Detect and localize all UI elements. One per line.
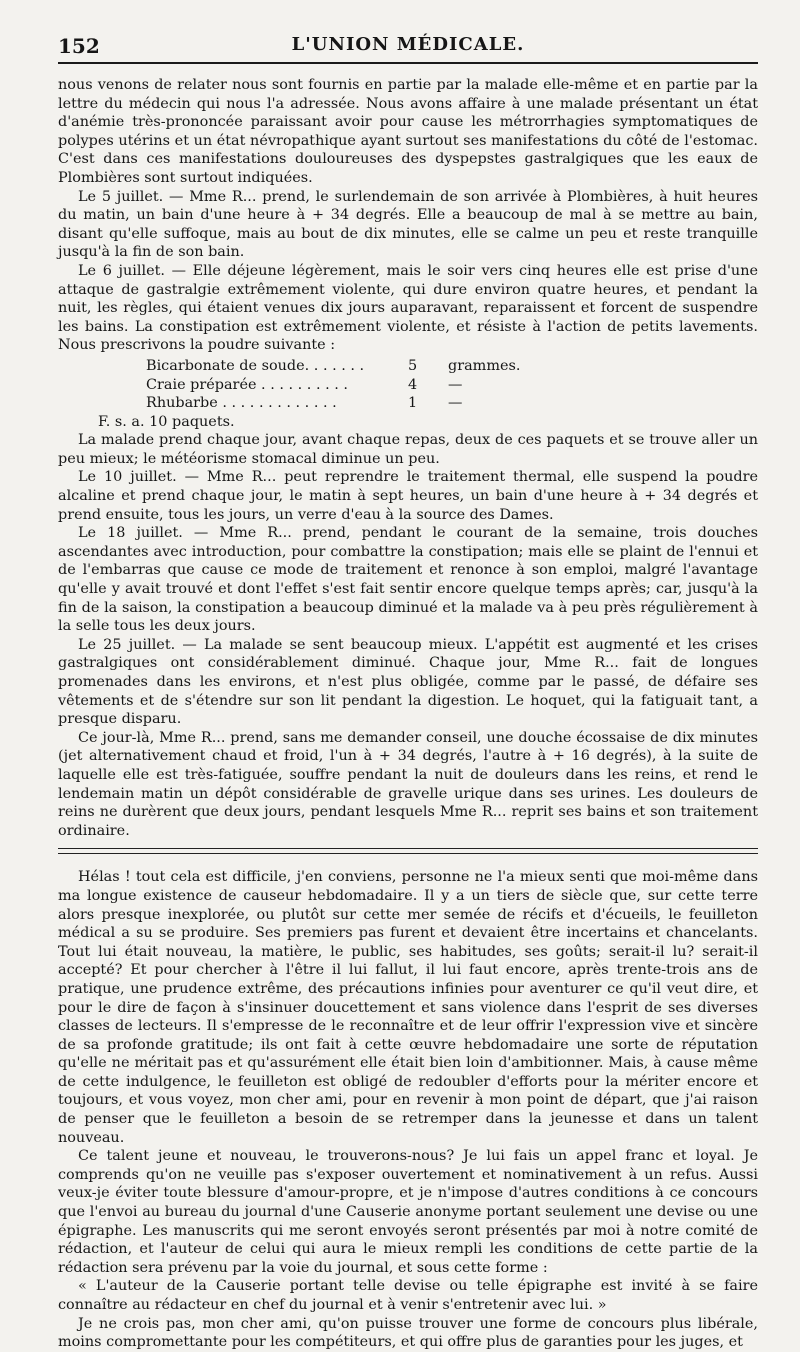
article-body (58, 76, 758, 840)
prescription-qty: 4 (408, 376, 418, 393)
prescription-unit: grammes. (448, 357, 521, 374)
prescription-row (146, 357, 758, 376)
prescription-note: F. s. a. 10 paquets. (98, 413, 235, 430)
paragraph: Ce jour-là, Mme R... prend, sans me demander conseil, une douche écossaise de dix minutes (jet alternativement chaud et froid, l'un à + 34 degrés, l'autre à + 16 degrés), à la suite de laquelle elle est très-fatiguée, souffre pendant la nuit de douleurs dans les reins, et rend le lendemain matin un dépôt considérable de gravelle urique dans ses urines. Les douleurs de reins ne durèrent que deux jours, pendant lesquels Mme R... reprit ses bains et son traitement ordinaire. (58, 729, 758, 839)
prescription-item: Bicarbonate de soude. . . . . . . (146, 357, 365, 374)
prescription-item: Rhubarbe . . . . . . . . . . . . . (146, 395, 337, 412)
paragraph: Le 6 juillet. — Elle déjeune légèrement, mais le soir vers cinq heures elle est prise d'une attaque de gastralgie extrêmement violente, qui dure environ quatre heures, et pendant la nuit, les règles, qui étaient venues dix jours auparavant, reparaissent et forcent de suspendre les bains. La constipation est extrêmement violente, et résiste à l'action de petits lavements. Nous prescrivons la poudre suivante : (58, 262, 758, 354)
section-divider (58, 848, 758, 854)
page-number: 152 (58, 34, 100, 58)
paragraph: Je ne crois pas, mon cher ami, qu'on puisse trouver une forme de concours plus libérale, moins compromettante pour les compétiteurs, et qui offre plus de garanties pour les juges, et (58, 1315, 758, 1351)
paragraph: Ce talent jeune et nouveau, le trouverons-nous? Je lui fais un appel franc et loyal. Je comprends qu'on ne veuille pas s'exposer ouvertement et nominativement à un refus. Aussi veux-je éviter toute blessure d'amour-propre, et je n'impose d'autres conditions à ce concours que l'envoi au bureau du journal d'une Causerie anonyme portant seulement une devise ou une épigraphe. Les manuscrits qui me seront envoyés seront présentés par moi à notre comité de rédaction, et l'auteur de celui qui aura le mieux rempli les conditions de cette partie de la rédaction sera prévenu par la voie du journal, et sous cette forme : (58, 1148, 758, 1276)
paragraph: « L'auteur de la Causerie portant telle devise ou telle épigraphe est invité à se faire connaître au rédacteur en chef du journal et à venir s'entretenir avec lui. » (58, 1278, 758, 1313)
prescription (146, 357, 758, 413)
prescription-qty: 1 (408, 395, 418, 412)
prescription-unit: — (448, 376, 463, 393)
paragraph: Hélas ! tout cela est difficile, j'en conviens, personne ne l'a mieux senti que moi-même dans ma longue existence de causeur hebdomadaire. Il y a un tiers de siècle que, sur cette terre alors presque inexplorée, ou plutôt sur cette mer semée de récifs et d'écueils, le feuilleton médical a su se produire. Ses premiers pas furent et devaient être incertains et chancelants. Tout lui était nouveau, la matière, le public, ses habitudes, ses goûts; serait-il lu? serait-il accepté? Et pour chercher à l'être il lui fallut, il lui faut encore, après trente-trois ans de pratique, une prudence extrême, des précautions infinies pour aventurer ce qu'il veut dire, et pour le dire de façon à s'insinuer doucettement et sans violence dans l'esprit de ses diverses classes de lecteurs. Il s'empresse de le reconnaître et de leur offrir l'expression vive et sincère de sa profonde gratitude; ils ont fait à cette œuvre hebdomadaire une sorte de réputation qu'elle ne méritait pas et qu'assurément elle était bien loin d'ambitionner. Mais, à cause même de cette indulgence, le feuilleton est obligé de redoubler d'efforts pour la mériter encore et toujours, et vous voyez, mon cher ami, pour en revenir à mon point de départ, que j'ai raison de penser que le feuilleton a besoin de se retremper dans la jeunesse et dans un talent nouveau. (58, 869, 758, 1146)
paragraph: Le 25 juillet. — La malade se sent beaucoup mieux. L'appétit est augmenté et les crises gastralgiques ont considérablement diminué. Chaque jour, Mme R... fait de longues promenades dans les environs, et n'est plus obligée, comme par le passé, de défaire ses vêtements et de s'étendre sur son lit pendant la digestion. Le hoquet, qui la fatiguait tant, a presque disparu. (58, 636, 758, 728)
prescription-row (146, 394, 758, 413)
running-title: L'UNION MÉDICALE. (291, 34, 525, 55)
feuilleton-body (58, 868, 758, 1351)
paragraph: nous venons de relater nous sont fournis en partie par la malade elle-même et en partie par la lettre du médecin qui nous l'a adressée. Nous avons affaire à une malade présentant un état d'anémie très-prononcée paraissant avoir pour cause les métrorrhagies symptomatiques de polypes utérins et un état névropathique ayant surtout ses manifestations du côté de l'estomac. C'est dans ces manifestations douloureuses des dyspepstes gastralgiques que les eaux de Plombières sont surtout indiquées. (58, 77, 758, 186)
page (58, 28, 758, 1352)
prescription-item: Craie préparée . . . . . . . . . . (146, 376, 348, 393)
page-header (58, 28, 758, 64)
prescription-qty: 5 (408, 357, 418, 374)
paragraph: Le 10 juillet. — Mme R... peut reprendre le traitement thermal, elle suspend la poudre alcaline et prend chaque jour, le matin à sept heures, un bain d'une heure à + 34 degrés et prend ensuite, tous les jours, un verre d'eau à la source des Dames. (58, 469, 758, 523)
prescription-row (146, 376, 758, 395)
paragraph: Le 5 juillet. — Mme R... prend, le surlendemain de son arrivée à Plombières, à huit heures du matin, un bain d'une heure à + 34 degrés. Elle a beaucoup de mal à se mettre au bain, disant qu'elle suffoque, mais au bout de dix minutes, elle se calme un peu et reste tranquille jusqu'à la fin de son bain. (58, 188, 758, 261)
paragraph: Le 18 juillet. — Mme R... prend, pendant le courant de la semaine, trois douches ascendantes avec introduction, pour combattre la constipation; mais elle se plaint de l'ennui et de l'embarras que cause ce mode de traitement et renonce à son emploi, malgré l'avantage qu'elle y avait trouvé et dont l'effet s'est fait sentir encore quelque temps après; car, jusqu'à la fin de la saison, la constipation a beaucoup diminué et la malade va à peu près régulièrement à la selle tous les deux jours. (58, 525, 758, 635)
prescription-unit: — (448, 395, 463, 412)
paragraph: La malade prend chaque jour, avant chaque repas, deux de ces paquets et se trouve aller un peu mieux; le météorisme stomacal diminue un peu. (58, 432, 758, 467)
